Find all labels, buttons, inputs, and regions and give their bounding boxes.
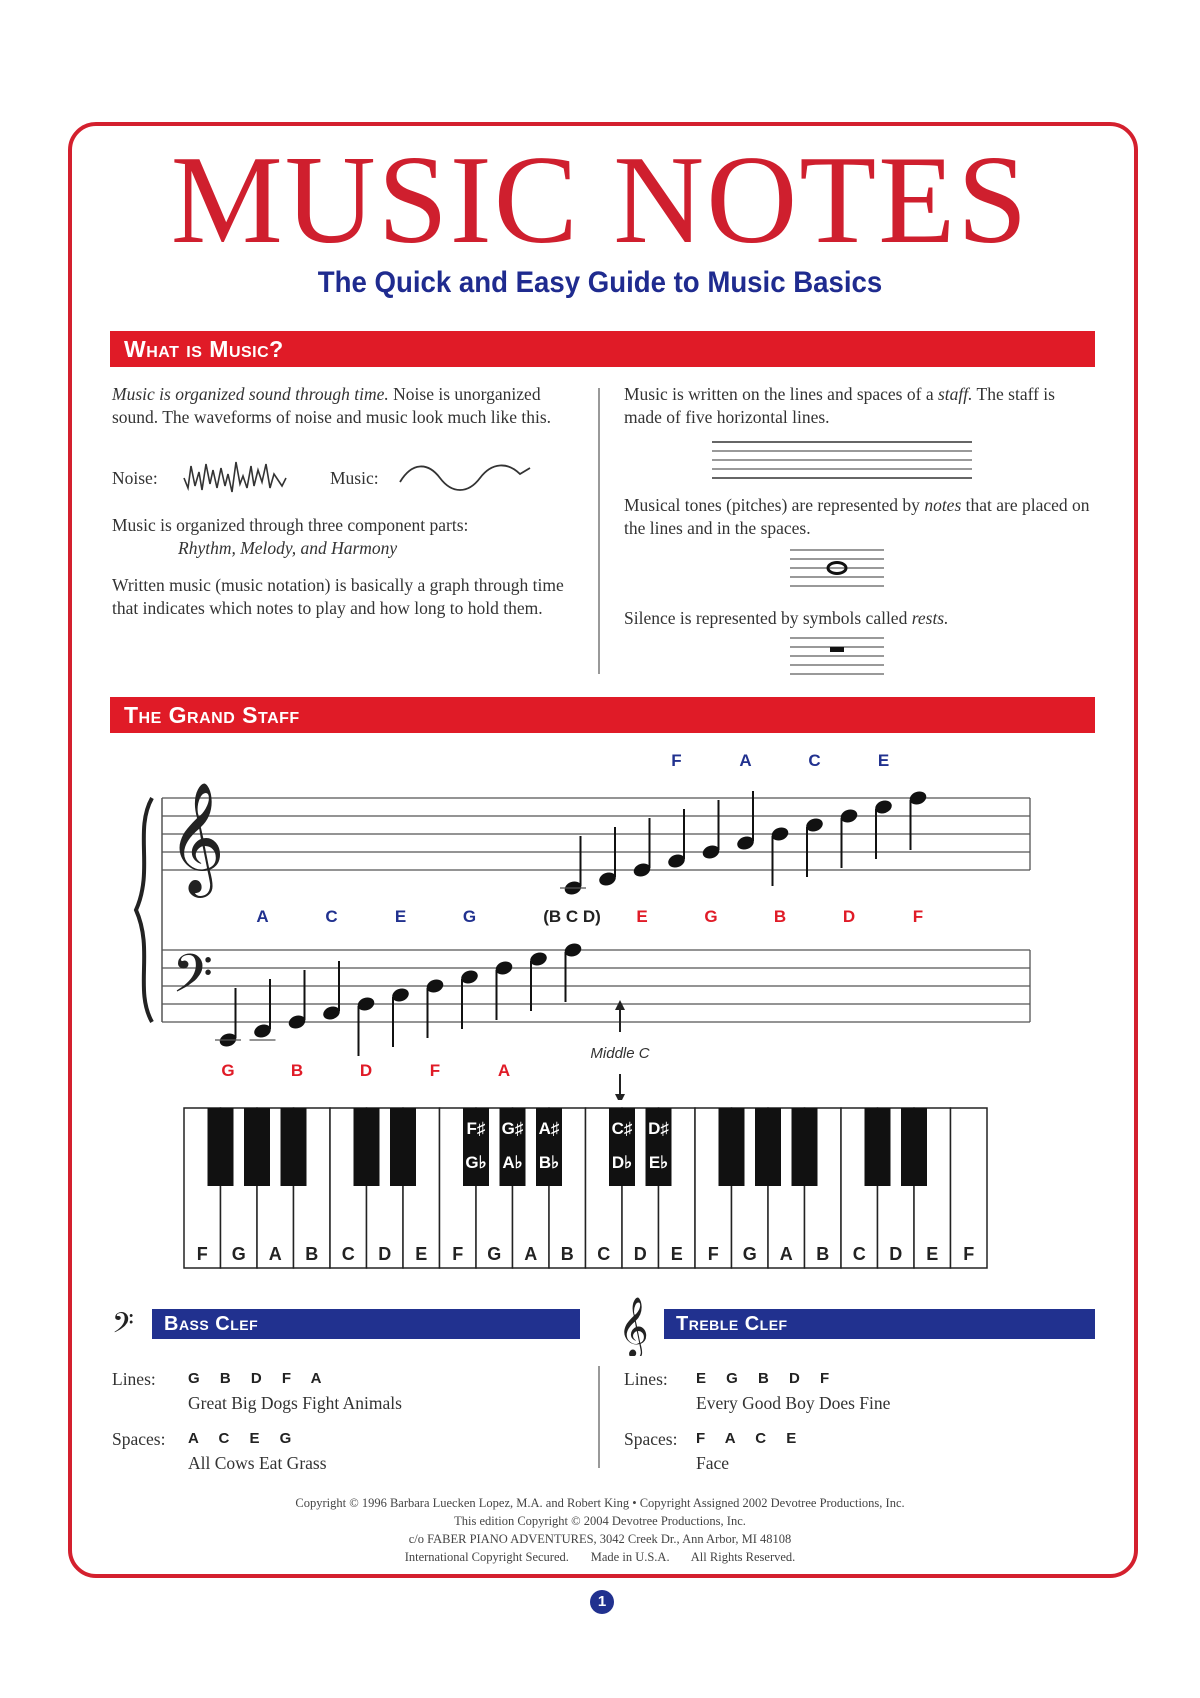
- middle-c-group-label: (B C D): [543, 907, 601, 926]
- bass-note: [390, 986, 410, 1047]
- treble-note: [701, 800, 721, 861]
- svg-text:F: F: [707, 1244, 719, 1264]
- black-key[interactable]: [646, 1108, 672, 1186]
- grand-staff-diagram: [130, 740, 1050, 1100]
- svg-text:D: D: [378, 1244, 392, 1264]
- bass-line-note-label: B: [290, 1061, 304, 1080]
- treble-note: [804, 816, 824, 877]
- black-key[interactable]: [463, 1108, 489, 1186]
- rests-paragraph-text: Silence is represented by symbols called: [624, 608, 912, 628]
- rest-on-staff-illustration: [790, 636, 884, 676]
- treble-line-note-label: B: [773, 907, 787, 926]
- svg-text:G: G: [231, 1244, 246, 1264]
- black-key[interactable]: [281, 1108, 307, 1186]
- black-key[interactable]: [244, 1108, 270, 1186]
- bass-spaces-mnemonic: All Cows Eat Grass: [188, 1453, 327, 1473]
- page-number: 1: [590, 1590, 614, 1614]
- bass-clef-small-icon: [110, 1306, 144, 1346]
- treble-space-note-label: F: [671, 751, 682, 770]
- bass-space-note-label: G: [462, 907, 477, 926]
- bass-note: [356, 995, 376, 1056]
- notation-paragraph: Written music (music notation) is basically a graph through time that indicates which notes to play and how long to hold them.: [112, 575, 564, 618]
- notes-paragraph: [624, 494, 1094, 540]
- svg-text:C: C: [341, 1244, 355, 1264]
- rights-reserved: All Rights Reserved.: [690, 1550, 796, 1564]
- svg-text:E: E: [670, 1244, 683, 1264]
- black-key[interactable]: [208, 1108, 234, 1186]
- bass-space-note-label: C: [325, 907, 338, 926]
- white-key[interactable]: [951, 1108, 988, 1268]
- treble-note: [770, 825, 790, 886]
- bass-line-note-label: D: [359, 1061, 373, 1080]
- music-definition-text: Noise is unorganized sound. The waveforms of noise and music look much like this.: [112, 384, 552, 427]
- svg-text:B: B: [816, 1244, 830, 1264]
- bass-note: [528, 950, 548, 1011]
- black-key[interactable]: [755, 1108, 781, 1186]
- black-key[interactable]: [609, 1108, 635, 1186]
- noise-label: Noise:: [112, 468, 158, 488]
- svg-text:G: G: [742, 1244, 757, 1264]
- bass-spaces-notes: A C E G: [188, 1430, 300, 1447]
- svg-text:C: C: [597, 1244, 611, 1264]
- bass-line-note-label: F: [429, 1061, 441, 1080]
- bass-lines-mnemonic: Great Big Dogs Fight Animals: [188, 1393, 402, 1413]
- bass-staff-lines: [162, 950, 1030, 1022]
- notes-paragraph-text-2: that are placed on the lines and in the spaces.: [624, 495, 1090, 538]
- black-key[interactable]: [865, 1108, 891, 1186]
- treble-note: [735, 791, 755, 852]
- bass-spaces-label: Spaces:: [112, 1429, 166, 1449]
- copyright-block: [100, 1494, 1100, 1566]
- bass-space-note-label: A: [256, 907, 269, 926]
- treble-line-note-label: F: [912, 907, 924, 926]
- copyright-line-2: This edition Copyright © 2004 Devotree Productions, Inc.: [454, 1514, 746, 1528]
- treble-spaces-mnemonic: Face: [696, 1453, 730, 1473]
- svg-text:B♭: B♭: [538, 1153, 560, 1172]
- treble-spaces-label: Spaces:: [624, 1429, 678, 1449]
- treble-spaces-notes: F A C E: [696, 1430, 805, 1447]
- copyright-line-3: c/o FABER PIANO ADVENTURES, 3042 Creek Dr., Ann Arbor, MI 48108: [408, 1532, 792, 1546]
- rests-emphasis: rests.: [911, 608, 949, 628]
- made-in: Made in U.S.A.: [590, 1550, 670, 1564]
- svg-text:E♭: E♭: [648, 1153, 669, 1172]
- treble-space-note-label: E: [877, 751, 890, 770]
- svg-text:E: E: [926, 1244, 939, 1264]
- staff-paragraph: [624, 383, 1094, 429]
- bass-lines-notes: G B D F A: [188, 1370, 330, 1387]
- section-header-treble-clef: Treble Clef: [664, 1309, 1095, 1339]
- black-key[interactable]: [354, 1108, 380, 1186]
- section-header-what-is-music: What is Music?: [110, 331, 1095, 367]
- component-parts-paragraph: Music is organized through three component parts:: [112, 515, 469, 535]
- treble-line-note-label: G: [704, 907, 718, 926]
- bass-note: [287, 970, 307, 1031]
- section-header-grand-staff: The Grand Staff: [110, 697, 1095, 733]
- svg-text:A: A: [779, 1244, 793, 1264]
- svg-text:B: B: [305, 1244, 319, 1264]
- treble-note: [873, 798, 893, 859]
- bass-space-note-label: E: [394, 907, 407, 926]
- svg-text:A♭: A♭: [502, 1153, 523, 1172]
- notes-paragraph-text: Musical tones (pitches) are represented by: [624, 495, 925, 515]
- clef-column-divider: [598, 1366, 600, 1468]
- staff-illustration: [712, 440, 972, 480]
- svg-text:G♯: G♯: [501, 1119, 524, 1138]
- treble-space-note-label: C: [808, 751, 821, 770]
- svg-text:F: F: [196, 1244, 208, 1264]
- black-key[interactable]: [719, 1108, 745, 1186]
- page-title: MUSIC NOTES: [170, 131, 1030, 270]
- treble-clef-icon: 𝄞: [168, 784, 225, 891]
- svg-text:D♯: D♯: [648, 1119, 669, 1138]
- black-key[interactable]: [901, 1108, 927, 1186]
- svg-text:F: F: [963, 1244, 975, 1264]
- black-key[interactable]: [500, 1108, 526, 1186]
- column-divider: [598, 388, 600, 674]
- copyright-line-1: Copyright © 1996 Barbara Luecken Lopez, M.A. and Robert King • Copyright Assigned 2002 Devotree Productions, Inc.: [295, 1496, 905, 1510]
- rests-paragraph: [624, 607, 1094, 630]
- bass-note: [321, 961, 341, 1022]
- svg-text:F♯: F♯: [466, 1119, 486, 1138]
- svg-text:𝄞: 𝄞: [618, 1298, 649, 1356]
- bass-note: [425, 977, 445, 1038]
- component-parts-list: [178, 537, 397, 560]
- black-key[interactable]: [792, 1108, 818, 1186]
- treble-staff-lines: [162, 798, 1030, 870]
- svg-text:D: D: [889, 1244, 903, 1264]
- brace-icon: [136, 798, 152, 1022]
- treble-line-note-label: E: [636, 907, 648, 926]
- component-parts-emphasis: Rhythm, Melody, and Harmony: [178, 538, 398, 558]
- treble-note: [839, 807, 859, 868]
- svg-text:C♯: C♯: [611, 1119, 633, 1138]
- staff-paragraph-text-2: The staff is made of five horizontal lines.: [624, 384, 1055, 427]
- music-definition-paragraph: [112, 383, 562, 429]
- bass-line-note-label: A: [497, 1061, 511, 1080]
- music-label: Music:: [330, 468, 379, 488]
- svg-text:D♭: D♭: [611, 1153, 633, 1172]
- svg-text:E: E: [415, 1244, 428, 1264]
- bass-clef-icon: 𝄢: [172, 944, 214, 1016]
- middle-c-label: Middle C: [590, 1045, 650, 1062]
- svg-text:G: G: [487, 1244, 502, 1264]
- treble-line-note-label: D: [842, 907, 856, 926]
- bass-note: [459, 968, 479, 1029]
- copyright-secured: International Copyright Secured.: [404, 1550, 569, 1564]
- svg-text:C: C: [852, 1244, 866, 1264]
- svg-text:A♯: A♯: [538, 1119, 560, 1138]
- note-on-staff-illustration: [790, 548, 884, 588]
- piano-keyboard: [182, 1106, 1022, 1272]
- svg-text:G♭: G♭: [465, 1153, 487, 1172]
- svg-text:A: A: [524, 1244, 538, 1264]
- treble-note: [632, 818, 652, 879]
- bass-note: [563, 941, 583, 1002]
- bass-lines-label: Lines:: [112, 1369, 156, 1389]
- treble-note: [666, 809, 686, 870]
- treble-clef-small-icon: [616, 1290, 656, 1356]
- svg-text:F: F: [452, 1244, 464, 1264]
- bass-line-note-label: G: [221, 1061, 235, 1080]
- bass-note: [494, 959, 514, 1020]
- svg-text:B: B: [560, 1244, 574, 1264]
- black-key[interactable]: [536, 1108, 562, 1186]
- svg-text:D: D: [633, 1244, 647, 1264]
- black-key[interactable]: [390, 1108, 416, 1186]
- treble-note: [597, 827, 617, 888]
- treble-note: [908, 789, 928, 850]
- noise-waveform-icon: [182, 458, 290, 496]
- svg-text:𝄢: 𝄢: [112, 1308, 134, 1346]
- svg-text:A: A: [268, 1244, 282, 1264]
- treble-lines-label: Lines:: [624, 1369, 668, 1389]
- music-definition-emphasis: Music is organized sound through time.: [112, 384, 389, 404]
- copyright-line-4: [100, 1548, 1100, 1566]
- staff-emphasis: staff.: [937, 384, 973, 404]
- notes-emphasis: notes: [924, 495, 962, 515]
- treble-space-note-label: A: [739, 751, 752, 770]
- music-waveform-icon: [398, 460, 533, 494]
- staff-paragraph-text: Music is written on the lines and spaces of a: [624, 384, 938, 404]
- page-subtitle: The Quick and Easy Guide to Music Basics: [317, 266, 883, 299]
- treble-lines-mnemonic: Every Good Boy Does Fine: [696, 1393, 891, 1413]
- section-header-bass-clef: Bass Clef: [152, 1309, 580, 1339]
- treble-lines-notes: E G B D F: [696, 1370, 838, 1387]
- bass-note: [252, 979, 272, 1040]
